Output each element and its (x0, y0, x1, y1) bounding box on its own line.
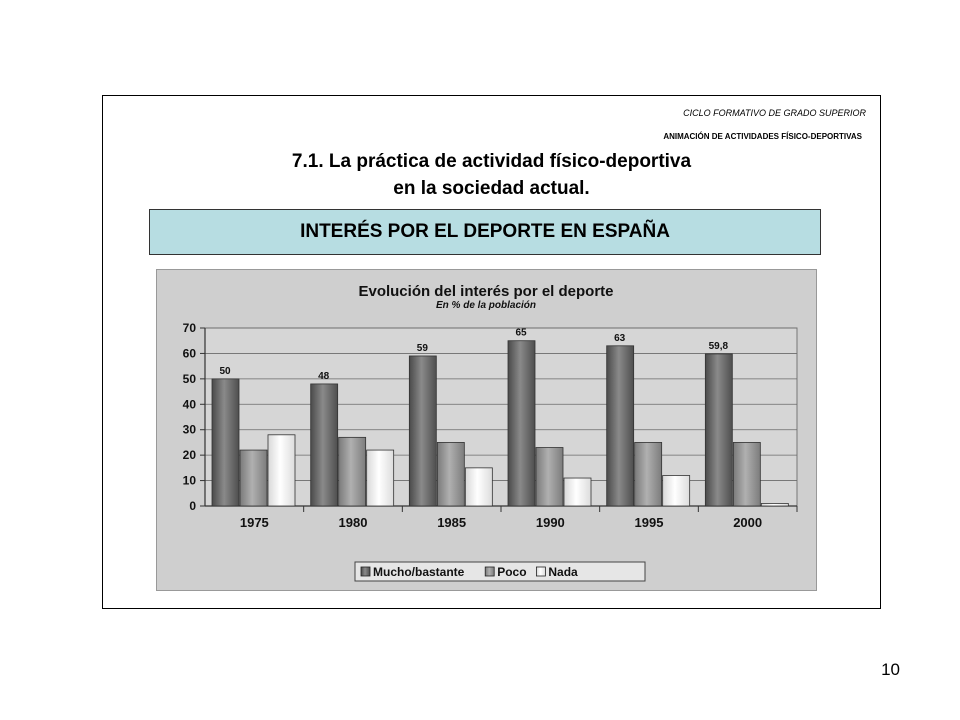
y-tick-label: 20 (182, 448, 196, 463)
data-label: 59 (416, 342, 428, 354)
bar-mucho-bastante (311, 384, 338, 506)
bar-chart (157, 270, 816, 590)
bar-mucho-bastante-swatch (361, 567, 370, 576)
data-label: 63 (614, 332, 626, 344)
bar-nada (268, 435, 295, 506)
bar-nada (663, 475, 690, 506)
bar-nada (761, 503, 788, 506)
bar-poco (733, 442, 760, 506)
slide-frame (102, 95, 881, 609)
legend-label: Nada (548, 565, 578, 579)
chart-subtitle: En % de la población (435, 300, 537, 311)
legend-label: Mucho/bastante (373, 565, 465, 579)
y-tick-label: 10 (182, 473, 196, 488)
chart-panel (156, 269, 817, 591)
x-tick-label: 1980 (338, 515, 368, 530)
y-tick-label: 50 (182, 371, 196, 386)
program-header: ANIMACIÓN DE ACTIVIDADES FÍSICO-DEPORTIVAS (663, 132, 862, 141)
y-tick-label: 70 (182, 321, 196, 335)
data-label: 59,8 (708, 340, 729, 352)
bar-nada (367, 450, 394, 506)
x-tick-label: 1975 (239, 515, 269, 530)
x-tick-label: 1995 (634, 515, 664, 530)
bar-poco (339, 437, 366, 506)
legend-label: Poco (497, 565, 527, 579)
chart-title: Evolución del interés por el deporte (358, 283, 614, 300)
slide-title-line2: en la sociedad actual. (393, 178, 590, 199)
bar-poco (635, 442, 662, 506)
y-tick-label: 40 (182, 397, 196, 412)
bar-mucho-bastante (705, 354, 732, 506)
page-number: 10 (881, 660, 900, 679)
y-tick-label: 60 (182, 346, 196, 361)
bar-poco (536, 448, 563, 506)
course-header: CICLO FORMATIVO DE GRADO SUPERIOR (683, 108, 866, 118)
bar-poco-swatch (485, 567, 494, 576)
bar-mucho-bastante (409, 356, 436, 506)
data-label: 65 (515, 327, 527, 339)
data-label: 50 (219, 365, 231, 377)
bar-nada (564, 478, 591, 506)
bar-poco (437, 442, 464, 506)
bar-nada-swatch (536, 567, 545, 576)
y-tick-label: 0 (189, 499, 196, 513)
data-label: 48 (318, 370, 330, 382)
bar-mucho-bastante (212, 379, 239, 506)
x-tick-label: 2000 (733, 515, 763, 530)
x-tick-label: 1985 (437, 515, 467, 530)
bar-poco (240, 450, 267, 506)
slide-title-line1: 7.1. La práctica de actividad físico-deportiva (291, 151, 692, 172)
y-tick-label: 30 (182, 422, 196, 437)
slide-title (103, 148, 880, 202)
bar-mucho-bastante (508, 341, 535, 506)
x-tick-label: 1990 (535, 515, 565, 530)
section-banner: INTERÉS POR EL DEPORTE EN ESPAÑA (149, 209, 821, 255)
bar-nada (465, 468, 492, 506)
bar-mucho-bastante (607, 346, 634, 506)
